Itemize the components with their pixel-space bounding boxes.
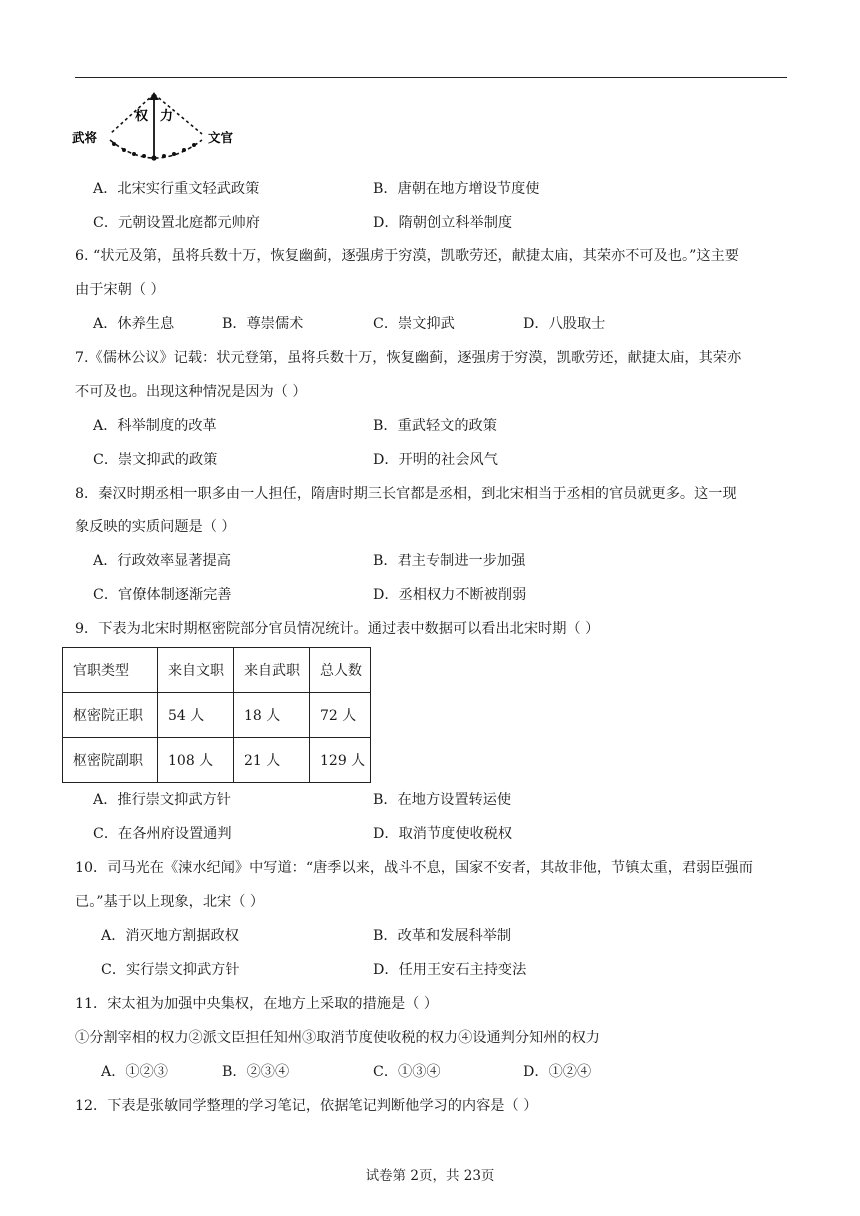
q8-option-c: C．官僚体制逐渐完善 bbox=[93, 587, 232, 603]
q9-option-c: C．在各州府设置通判 bbox=[93, 826, 232, 842]
q8-option-b: B．君主专制进一步加强 bbox=[373, 553, 526, 569]
q10-option-c: C．实行崇文抑武方针 bbox=[101, 962, 240, 978]
table-cell: 108 人 bbox=[158, 738, 234, 783]
q6-option-c: C．崇文抑武 bbox=[373, 316, 455, 332]
q10-stem-line1: 10．司马光在《涑水纪闻》中写道：“唐季以来，战斗不息，国家不安者，其故非他，节镇太重，君弱臣强而 bbox=[75, 860, 753, 876]
table-cell: 21 人 bbox=[234, 738, 310, 783]
table-header-row bbox=[63, 648, 371, 693]
q8-option-a: A．行政效率显著提高 bbox=[93, 553, 231, 569]
table-cell: 72 人 bbox=[310, 693, 371, 738]
diagram-right-label: 文官 bbox=[208, 131, 234, 145]
q9-option-b: B．在地方设置转运使 bbox=[373, 792, 512, 808]
table-header-cell: 来自文职 bbox=[158, 648, 234, 693]
q5-option-b: B．唐朝在地方增设节度使 bbox=[373, 181, 540, 197]
q11-option-b: B．②③④ bbox=[222, 1064, 290, 1080]
q7-option-d: D．开明的社会风气 bbox=[373, 452, 498, 468]
q5-option-d: D．隋朝创立科举制度 bbox=[373, 215, 513, 231]
q6-option-d: D．八股取士 bbox=[523, 316, 606, 332]
table-cell: 枢密院正职 bbox=[63, 693, 158, 738]
table-header-cell: 总人数 bbox=[310, 648, 371, 693]
q7-stem-line1: 7.《儒林公议》记载：状元登第，虽将兵数十万，恢复幽蓟，逐强虏于穷漠，凯歌劳还，献捷太庙，其荣亦 bbox=[75, 350, 742, 366]
q8-stem-line2: 象反映的实质问题是（ ） bbox=[75, 519, 236, 535]
table-header-cell: 来自武职 bbox=[234, 648, 310, 693]
header-rule bbox=[75, 77, 787, 78]
table-cell: 129 人 bbox=[310, 738, 371, 783]
q5-option-c: C．元朝设置北庭都元帅府 bbox=[93, 215, 260, 231]
q6-stem-line2: 由于宋朝（ ） bbox=[75, 282, 165, 298]
q11-items: ①分割宰相的权力②派文臣担任知州③取消节度使收税的权力④设通判分知州的权力 bbox=[75, 1030, 600, 1046]
q11-stem: 11．宋太祖为加强中央集权，在地方上采取的措施是（ ） bbox=[75, 996, 439, 1012]
table-row bbox=[63, 693, 371, 738]
table-cell: 54 人 bbox=[158, 693, 234, 738]
q7-option-a: A．科举制度的改革 bbox=[93, 418, 217, 434]
power-diagram-svg bbox=[72, 90, 242, 166]
q10-stem-line2: 已。”基于以上现象，北宋（ ） bbox=[75, 894, 265, 910]
q8-option-d: D．丞相权力不断被削弱 bbox=[373, 587, 527, 603]
diagram-left-label: 武将 bbox=[72, 131, 98, 145]
table-header-cell: 官职类型 bbox=[63, 648, 158, 693]
q9-stem: 9．下表为北宋时期枢密院部分官员情况统计。通过表中数据可以看出北宋时期（ ） bbox=[75, 621, 600, 637]
q10-option-d: D．任用王安石主持变法 bbox=[373, 962, 527, 978]
diagram-center-label-1: 权 bbox=[135, 108, 149, 123]
q9-table bbox=[62, 647, 371, 783]
q7-option-b: B．重武轻文的政策 bbox=[373, 418, 497, 434]
q12-stem: 12．下表是张敏同学整理的学习笔记，依据笔记判断他学习的内容是（ ） bbox=[75, 1098, 538, 1114]
q5-option-a: A．北宋实行重文轻武政策 bbox=[93, 181, 260, 197]
q10-option-b: B．改革和发展科举制 bbox=[373, 928, 512, 944]
q11-option-a: A．①②③ bbox=[101, 1064, 168, 1080]
q9-option-a: A．推行崇文抑武方针 bbox=[93, 792, 231, 808]
page-footer: 试卷第 2页，共 23页 bbox=[365, 1168, 495, 1184]
q10-option-a: A．消灭地方割据政权 bbox=[101, 928, 239, 944]
table-cell: 18 人 bbox=[234, 693, 310, 738]
q11-option-d: D．①②④ bbox=[523, 1064, 592, 1080]
q9-option-d: D．取消节度使收税权 bbox=[373, 826, 513, 842]
q6-option-a: A．休养生息 bbox=[93, 316, 175, 332]
q7-option-c: C．崇文抑武的政策 bbox=[93, 452, 218, 468]
q7-stem-line2: 不可及也。出现这种情况是因为（ ） bbox=[75, 384, 307, 400]
table-row bbox=[63, 738, 371, 783]
q6-option-b: B．尊崇儒术 bbox=[222, 316, 304, 332]
q6-stem-line1: 6. “状元及第，虽将兵数十万，恢复幽蓟，逐强虏于穷漠，凯歌劳还，献捷太庙，其荣亦不可及也。”这主要 bbox=[75, 248, 739, 264]
table-cell: 枢密院副职 bbox=[63, 738, 158, 783]
q11-option-c: C．①③④ bbox=[373, 1064, 441, 1080]
q8-stem-line1: 8．秦汉时期丞相一职多由一人担任，隋唐时期三长官都是丞相，到北宋相当于丞相的官员就更多。这一现 bbox=[75, 486, 737, 502]
power-diagram bbox=[72, 90, 242, 166]
diagram-center-label-2: 力 bbox=[160, 108, 174, 123]
